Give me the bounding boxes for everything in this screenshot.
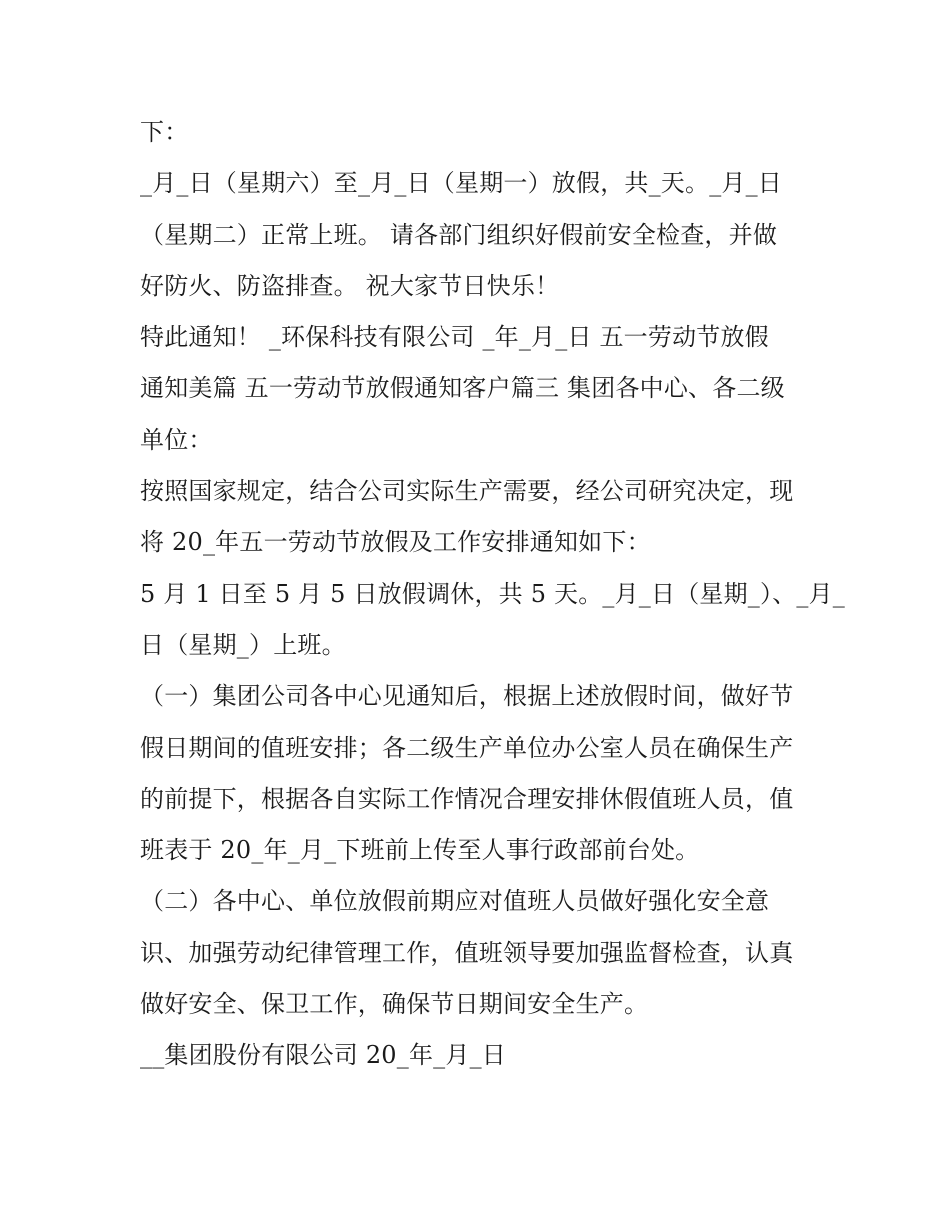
text-line: 的前提下，根据各自实际工作情况合理安排休假值班人员，值	[140, 784, 794, 813]
text-line: 5 月 1 日至 5 月 5 日放假调休，共 5 天。_月_日（星期_）、_月_	[140, 579, 846, 608]
document-body	[140, 107, 846, 1082]
text-line: 做好安全、保卫工作，确保节日期间安全生产。	[140, 990, 649, 1019]
text-line: （二）各中心、单位放假前期应对值班人员做好强化安全意	[140, 887, 770, 916]
text-line: 班表于 20_年_月_下班前上传至人事行政部前台处。	[140, 836, 700, 865]
text-line: 通知美篇 五一劳动节放假通知客户篇三 集团各中心、各二级	[140, 374, 785, 403]
text-line: 特此通知！ _环保科技有限公司 _年_月_日 五一劳动节放假	[140, 323, 769, 352]
text-line: _月_日（星期六）至_月_日（星期一）放假，共_天。_月_日	[140, 169, 782, 198]
text-line: 假日期间的值班安排；各二级生产单位办公室人员在确保生产	[140, 733, 794, 762]
text-line: 将 20_年五一劳动节放假及工作安排通知如下：	[140, 528, 651, 557]
text-line: 单位：	[140, 425, 213, 454]
text-line: 日（星期_）上班。	[140, 630, 346, 659]
text-line: （星期二）正常上班。 请各部门组织好假前安全检查，并做	[140, 220, 778, 249]
text-line: 按照国家规定，结合公司实际生产需要，经公司研究决定，现	[140, 477, 794, 506]
text-line: （一）集团公司各中心见通知后，根据上述放假时间，做好节	[140, 682, 794, 711]
text-line: __集团股份有限公司 20_年_月_日	[140, 1041, 506, 1070]
text-line: 识、加强劳动纪律管理工作，值班领导要加强监督检查，认真	[140, 938, 794, 967]
text-line: 下：	[140, 118, 189, 146]
text-line: 好防火、防盗排查。 祝大家节日快乐！	[140, 271, 560, 300]
